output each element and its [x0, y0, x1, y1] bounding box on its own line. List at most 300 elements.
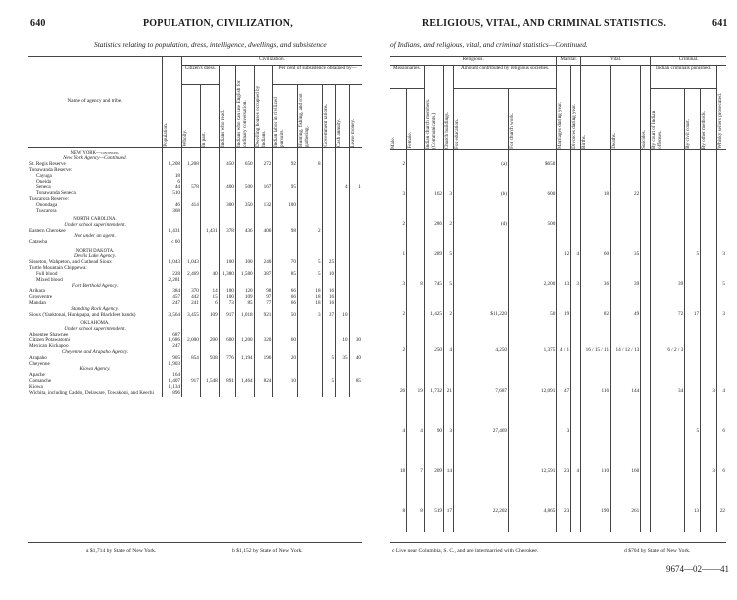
cell: 3	[557, 412, 571, 452]
cell-pop	[163, 246, 182, 254]
cell	[651, 240, 685, 270]
cell: 3	[716, 300, 726, 330]
cell: 2	[444, 210, 454, 240]
row-name: Under school superintendent.	[64, 221, 126, 228]
cell	[424, 150, 443, 181]
column-group-missionaries: Missionaries.	[390, 66, 424, 89]
column-header-for-church-work: For church work.	[509, 113, 515, 149]
cell-pop	[163, 318, 182, 326]
cell-pop: 1,407	[163, 379, 182, 385]
cell-s: 500	[235, 185, 254, 191]
row-name: Under school superintendent.	[64, 325, 126, 332]
cell-m: 85	[349, 379, 362, 385]
cell: 22	[611, 180, 641, 210]
cell-w	[182, 214, 201, 222]
cell: (a)	[453, 150, 508, 181]
column-header-wholly: Wholly.	[182, 130, 188, 147]
cell-r: 776	[219, 356, 235, 362]
cell-s	[235, 246, 254, 254]
cell-w	[182, 391, 201, 397]
table-row	[390, 180, 726, 210]
cell	[641, 412, 651, 452]
cell-m: 30	[349, 338, 362, 344]
cell	[701, 180, 717, 210]
cell-pop	[163, 148, 182, 157]
cell-g: 5	[322, 356, 336, 362]
cell: 16 / 15 / 11	[581, 330, 611, 372]
footnote-c: c Live near Columbia, S. C., and are intermarried with Cherokee.	[392, 548, 539, 554]
table-row	[390, 270, 726, 300]
cell: 250	[424, 330, 443, 372]
left-page	[0, 0, 368, 600]
row-name: Absentee Shawnee	[29, 331, 69, 338]
cell	[641, 180, 651, 210]
cell: 3	[402, 191, 406, 198]
cell-pop: 510	[163, 191, 182, 197]
cell-pop: 18	[163, 174, 182, 180]
cell-w: 442	[182, 295, 201, 301]
cell-d: 406	[254, 229, 273, 235]
cell-l	[273, 246, 298, 254]
row-name: NEW YORK—continued.	[70, 151, 120, 156]
table-row	[390, 492, 726, 532]
cell-r	[219, 318, 235, 326]
cell-c	[336, 391, 350, 397]
cell-pop: 1,208	[163, 162, 182, 168]
cell: 26	[399, 388, 406, 395]
cell: 12	[557, 240, 571, 270]
column-group-subsistence: Per cent of subsistence obtained by—	[273, 66, 362, 85]
cell-l: 50	[273, 313, 298, 319]
cell: 5	[716, 270, 726, 300]
cell: 4	[402, 428, 406, 435]
cell: 3	[444, 180, 454, 210]
cell-c: 10	[336, 338, 350, 344]
cell-h: 18	[297, 301, 322, 307]
cell-p	[200, 246, 219, 254]
cell-pop: c 60	[163, 240, 182, 246]
cell-r	[219, 246, 235, 254]
cell-l: 85	[273, 272, 298, 278]
column-group-marital: Marital.	[557, 57, 581, 66]
cell: 1,425	[424, 300, 443, 330]
cell-s	[235, 318, 254, 326]
cell: 519	[424, 492, 443, 532]
cell	[581, 150, 611, 181]
cell: 47	[557, 372, 571, 412]
cell-s: 1,580	[235, 272, 254, 278]
cell	[685, 180, 701, 210]
cell-w: 917	[182, 379, 201, 385]
cell: 14	[444, 452, 454, 492]
cell-h	[297, 391, 322, 397]
cell	[641, 270, 651, 300]
table-row	[390, 210, 726, 240]
cell-h	[297, 148, 322, 157]
cell: 209	[424, 452, 443, 492]
cell-w: 1,208	[182, 162, 201, 168]
row-name: Mexican Kickapoo	[29, 343, 69, 350]
row-name: Fort Berthold Agency.	[71, 282, 119, 289]
cell: 7	[407, 452, 425, 492]
cell-c	[336, 148, 350, 157]
table-row	[390, 412, 726, 452]
cell-l	[273, 391, 298, 397]
row-name: OKLAHOMA.	[80, 321, 110, 327]
cell	[509, 412, 557, 452]
cell-r: 73	[219, 301, 235, 307]
cell-r: 378	[219, 229, 235, 235]
right-table-body	[390, 150, 726, 533]
cell-w: 2,000	[182, 338, 201, 344]
cell: 6 / 2 / 3	[651, 330, 685, 372]
cell-s: 85	[235, 301, 254, 307]
row-name: Eastern Cherokee	[29, 227, 66, 234]
cell-h: 5	[297, 260, 322, 266]
cell: 34	[651, 372, 685, 412]
cell-r: 891	[219, 379, 235, 385]
cell-p	[200, 318, 219, 326]
cell: 2	[444, 300, 454, 330]
right-page-header: RELIGIOUS, VITAL, AND CRIMINAL STATISTICS.	[422, 18, 667, 29]
cell-w: 414	[182, 203, 201, 209]
cell	[641, 492, 651, 532]
column-header-for-education: For education.	[453, 119, 460, 149]
row-name: Kiowa	[29, 383, 43, 390]
cell	[571, 412, 581, 452]
cell: 23	[557, 492, 571, 532]
row-name: Grosventre	[29, 294, 53, 301]
column-group-amount-contributed: Amount contributed by religious societies.	[453, 66, 556, 89]
cell-p: 109	[200, 313, 219, 319]
cell-s: 350	[235, 203, 254, 209]
cell-l: 70	[273, 260, 298, 266]
cell: 35	[611, 240, 641, 270]
row-name: Not under an agent.	[74, 233, 116, 240]
cell-d: 196	[254, 356, 273, 362]
cell	[651, 492, 685, 532]
row-name: Citizen Potawatomi	[29, 337, 71, 344]
cell-h: 18	[297, 295, 322, 301]
cell-d: 272	[254, 162, 273, 168]
column-group-criminals-punished: Indian criminals punished.	[651, 66, 717, 89]
column-header-divorces: Divorces during year.	[571, 104, 578, 149]
row-name: Sioux (Yanktonai, Hunkpapa, and Blackfeet bands)	[29, 311, 136, 318]
cell-pop	[163, 214, 182, 222]
row-name: Standing Rock Agency.	[71, 305, 119, 312]
cell	[571, 300, 581, 330]
cell-r	[219, 391, 235, 397]
cell	[701, 210, 717, 240]
column-header-read: Indians who read.	[219, 109, 226, 147]
cell-l: 66	[273, 295, 298, 301]
cell-p: 15	[200, 295, 219, 301]
cell	[701, 492, 717, 532]
cell: 110	[581, 452, 611, 492]
column-header-cash-annuity: Cash annuity.	[336, 118, 343, 147]
row-name: Tuscarora	[36, 207, 57, 214]
cell-r: 917	[219, 313, 235, 319]
cell-pop: 3,564	[163, 313, 182, 319]
cell: 4	[571, 452, 581, 492]
cell: 6	[716, 452, 726, 492]
column-header-deaths: Deaths.	[611, 133, 618, 149]
cell-pop: 2,281	[163, 278, 182, 284]
cell: 50	[509, 300, 557, 330]
table-row	[390, 240, 726, 270]
cell-pop: 1,686	[163, 338, 182, 344]
cell: 745	[424, 270, 443, 300]
table-row	[390, 300, 726, 330]
cell: 2,200	[509, 270, 557, 300]
cell: 144	[611, 372, 641, 412]
column-header-births: Births.	[581, 135, 588, 149]
table-row	[28, 391, 362, 397]
cell	[407, 330, 425, 372]
column-header-lease-money: Lease money.	[349, 118, 356, 147]
cell	[641, 300, 651, 330]
cell-r: 100	[219, 295, 235, 301]
cell-m: 1	[349, 185, 362, 191]
left-bottom-rule	[28, 542, 362, 543]
cell-pop: 164	[163, 373, 182, 379]
cell	[685, 270, 701, 300]
cell	[716, 330, 726, 372]
cell-d: 320	[254, 338, 273, 344]
column-header-civil-court: By civil court.	[685, 119, 692, 149]
cell-d: 240	[254, 260, 273, 266]
cell	[407, 300, 425, 330]
cell: 22	[716, 492, 726, 532]
row-name: Cheyenne and Arapaho Agency.	[61, 349, 129, 355]
cell-w	[182, 148, 201, 157]
cell	[571, 330, 581, 372]
cell	[701, 150, 717, 181]
cell-s: 1,194	[235, 356, 254, 362]
column-header-dwellings: Dwelling houses occupied by Indians.	[254, 85, 267, 147]
cell: 36	[581, 270, 611, 300]
column-group-criminal: Criminal.	[651, 57, 726, 66]
cell-pop: 1,903	[163, 362, 182, 368]
cell: 2	[402, 221, 406, 228]
cell-r: 600	[219, 338, 235, 344]
cell-pop: 687	[163, 333, 182, 339]
cell-g	[322, 246, 336, 254]
cell-s: 120	[235, 289, 254, 295]
footnote-a: a $1,714 by State of New York.	[86, 548, 157, 554]
cell: 190	[581, 492, 611, 532]
cell-s	[235, 148, 254, 157]
cell: $11,220	[453, 300, 508, 330]
cell-s: 100	[235, 260, 254, 266]
cell-p: 14	[200, 289, 219, 295]
cell-d: 824	[254, 379, 273, 385]
cell: 4	[571, 240, 581, 270]
cell-g: 16	[322, 301, 336, 307]
cell-r: 100	[219, 289, 235, 295]
cell	[571, 210, 581, 240]
cell-w: 854	[182, 356, 201, 362]
right-page-subtitle: of Indians, and religious, vital, and criminal statistics—Continued.	[390, 40, 588, 49]
column-group-citizens-dress: Citizen's dress.	[182, 66, 220, 85]
cell: 5	[685, 412, 701, 452]
cell-s	[235, 391, 254, 397]
cell: 7,687	[453, 372, 508, 412]
cell: 13	[557, 270, 571, 300]
cell	[453, 240, 508, 270]
cell-h	[297, 246, 322, 254]
cell-w	[182, 318, 201, 326]
cell: 3	[444, 412, 454, 452]
cell: 1,732	[424, 372, 443, 412]
cell-d	[254, 148, 273, 157]
row-name: Turtle Mountain Chippewa:	[29, 265, 87, 272]
cell-d: 132	[254, 203, 273, 209]
row-name: Catawba	[29, 239, 48, 246]
row-name: Devils Lake Agency.	[73, 253, 117, 260]
cell-w	[182, 246, 201, 254]
cell-p	[200, 391, 219, 397]
cell-h	[297, 318, 322, 326]
cell	[509, 240, 557, 270]
column-header-government-rations: Government rations.	[322, 104, 329, 147]
cell	[701, 240, 717, 270]
cell: 160	[611, 452, 641, 492]
cell-c: 35	[336, 356, 350, 362]
cell-l: 66	[273, 289, 298, 295]
cell-pop: 228	[163, 272, 182, 278]
row-name: Sisseton, Wahpeton, and Cuthead Sioux	[29, 259, 112, 266]
row-name: Cayuga	[36, 172, 52, 179]
cell-w: 1,043	[182, 260, 201, 266]
cell-pop: 457	[163, 295, 182, 301]
cell: (b)	[453, 180, 508, 210]
cell	[571, 150, 581, 181]
cell-g	[322, 148, 336, 157]
cell	[651, 210, 685, 240]
cell-l: 98	[273, 229, 298, 235]
cell-s: 1,018	[235, 313, 254, 319]
left-page-subtitle: Statistics relating to population, dress, intelligence, dwellings, and subsistence	[94, 40, 327, 49]
cell-r: 300	[219, 203, 235, 209]
cell: 14 / 12 / 13	[611, 330, 641, 372]
cell	[641, 372, 651, 412]
cell: 4,865	[509, 492, 557, 532]
row-name: Arapaho	[29, 354, 47, 361]
row-name: Full blood	[36, 270, 58, 277]
cell	[557, 150, 571, 181]
cell: 12,091	[509, 372, 557, 412]
cell-g: 16	[322, 289, 336, 295]
row-name: Oneida	[36, 178, 51, 185]
cell: 600	[509, 180, 557, 210]
cell	[571, 492, 581, 532]
cell: 3	[701, 372, 717, 412]
cell: 18	[581, 180, 611, 210]
cell: 60	[581, 240, 611, 270]
cell: 1,375	[509, 330, 557, 372]
cell-pop: 1,431	[163, 229, 182, 235]
cell-l	[273, 214, 298, 222]
cell	[453, 270, 508, 300]
footnote-b: b $1,152 by State of New York.	[232, 548, 303, 554]
cell: 8	[407, 492, 425, 532]
cell-r: 100	[219, 260, 235, 266]
cell-p	[200, 214, 219, 222]
column-header-female: Female.	[407, 132, 414, 149]
cell	[651, 180, 685, 210]
cell-s	[235, 214, 254, 222]
column-header-marriages: Marriages during year.	[557, 101, 564, 149]
column-header-in-part: In part.	[200, 132, 207, 147]
cell-l: 60	[273, 338, 298, 344]
cell-p: 6	[200, 301, 219, 307]
left-table-body	[28, 148, 362, 397]
row-name: Tonawanda Reserve:	[29, 166, 73, 173]
right-page	[368, 0, 737, 600]
cell: 82	[581, 300, 611, 330]
cell: 72	[651, 300, 685, 330]
cell: 8	[402, 508, 406, 515]
cell-w: 241	[182, 301, 201, 307]
cell: 1	[402, 251, 406, 258]
cell-g	[322, 318, 336, 326]
table-row	[390, 150, 726, 181]
row-name: Mandan	[29, 299, 46, 306]
cell	[557, 210, 571, 240]
cell-g	[322, 214, 336, 222]
cell	[716, 150, 726, 181]
cell-pop: 247	[163, 344, 182, 350]
cell: 3	[571, 270, 581, 300]
right-bottom-rule	[390, 542, 726, 543]
cell-l	[273, 318, 298, 326]
cell: 162	[424, 180, 443, 210]
row-name: Mixed blood	[36, 276, 63, 283]
cell: 90	[424, 412, 443, 452]
cell: 3	[701, 452, 717, 492]
cell: 5	[444, 240, 454, 270]
row-name: NORTH DAKOTA.	[75, 249, 115, 255]
cell: 4	[716, 372, 726, 412]
cell-c: 10	[336, 313, 350, 319]
cell-l: 92	[273, 162, 298, 168]
cell-w: 2,469	[182, 272, 201, 278]
cell-pop: 368	[163, 209, 182, 215]
cell-c: 4	[336, 185, 350, 191]
cell	[685, 452, 701, 492]
cell: 289	[424, 240, 443, 270]
cell: 500	[509, 210, 557, 240]
cell: $650	[509, 150, 557, 181]
left-statistics-table	[28, 57, 362, 397]
cell	[685, 330, 701, 372]
cell-c	[336, 246, 350, 254]
cell: 19	[407, 372, 425, 412]
cell-m: 40	[349, 356, 362, 362]
table-row	[390, 330, 726, 372]
cell	[701, 270, 717, 300]
cell	[557, 180, 571, 210]
cell-d	[254, 318, 273, 326]
cell	[641, 452, 651, 492]
cell-d: 167	[254, 185, 273, 191]
cell: 5	[685, 240, 701, 270]
cell: 23	[557, 452, 571, 492]
column-header-civilized-labor: Indian labor in civilized pursuits.	[273, 97, 286, 147]
cell: 2	[402, 347, 406, 354]
cell	[651, 452, 685, 492]
